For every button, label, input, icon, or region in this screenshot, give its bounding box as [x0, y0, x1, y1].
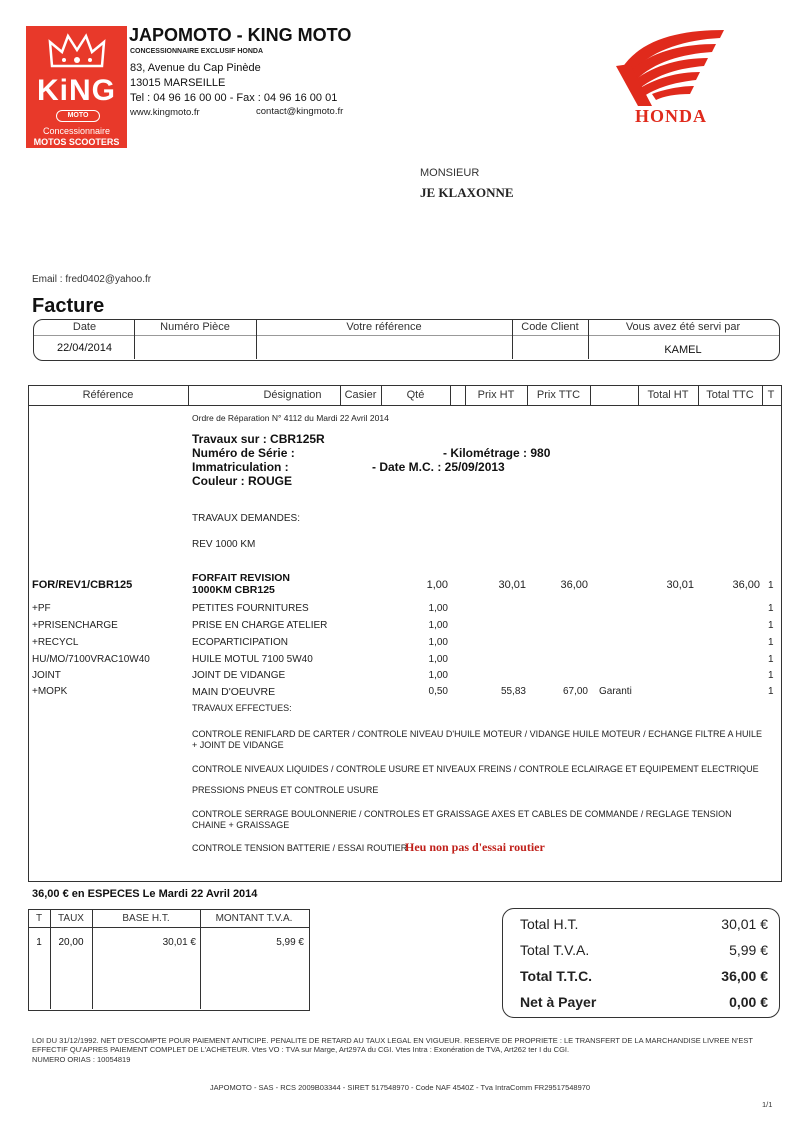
item-prix-ht: 55,83: [500, 686, 526, 697]
total-tva-label: Total T.V.A.: [520, 942, 590, 958]
item-qty: 1,00: [428, 670, 448, 681]
vat-col-t: T: [35, 913, 43, 924]
legal-text: LOI DU 31/12/1992. NET D'ESCOMPTE POUR PAIEMENT ANTICIPE. PENALITE DE RETARD AU TAUX LEGAL EN VIGUEUR. RESERVE DE PROPRIETE : LE TRANSFERT DE LA MARCHANDISE LIVREE N'EST EFFECTIF QU'APRES PAIEMENT COMPLET DE L'ACHETEUR. Vtes VO : TVA sur Marge, Art297A du CGI. Vtes Intra : Exonération de TVA, Art262 ter I du CGI.: [32, 1036, 753, 1054]
main-item-total-ttc: 36,00: [732, 579, 760, 591]
col-t: T: [767, 389, 775, 401]
item-desig: MAIN D'OEUVRE: [192, 686, 276, 698]
item-t: 1: [768, 620, 774, 631]
crown-icon: [48, 32, 106, 70]
col-reference: Référence: [82, 389, 134, 401]
document-title: Facture: [32, 295, 105, 317]
work-line-4: CONTROLE SERRAGE BOULONNERIE / CONTROLES ET GRAISSAGE AXES ET CABLES DE COMMANDE / REGLAGE TENSION CHAINE + GRAISSAGE: [192, 809, 732, 830]
work-line-2: CONTROLE NIVEAUX LIQUIDES / CONTROLE USURE ET NIVEAUX FREINS / CONTROLE ECLAIRAGE ET EQUIPEMENT ELECTRIQUE: [192, 764, 759, 774]
header-label-numero: Numéro Pièce: [160, 321, 230, 333]
main-item-desig-2: 1000KM CBR125: [192, 584, 275, 596]
header-label-date: Date: [72, 321, 97, 333]
orias-number: NUMERO ORIAS : 10054819: [32, 1055, 131, 1064]
col-qte: Qté: [406, 389, 425, 401]
item-t: 1: [768, 654, 774, 665]
vat-col-taux: TAUX: [58, 913, 84, 924]
vat-row-base: 30,01 €: [162, 937, 196, 948]
company-subtitle: CONCESSIONNAIRE EXCLUSIF HONDA: [130, 48, 264, 55]
client-email: Email : fred0402@yahoo.fr: [32, 274, 152, 285]
honda-logo: [612, 28, 730, 128]
total-ht-value: 30,01 €: [721, 916, 768, 932]
item-desig: ECOPARTICIPATION: [192, 637, 288, 648]
main-item-total-ht: 30,01: [666, 579, 694, 591]
main-item-desig-1: FORFAIT REVISION: [192, 572, 291, 584]
company-name: JAPOMOTO - KING MOTO: [129, 25, 352, 45]
company-phone-fax: Tel : 04 96 16 00 00 - Fax : 04 96 16 00 01: [130, 92, 338, 104]
work-line-1: CONTROLE RENIFLARD DE CARTER / CONTROLE NIVEAU D'HUILE MOTEUR / VIDANGE HUILE MOTEUR / ECHANGE FILTRE A HUILE + JOINT DE VIDANGE: [192, 729, 762, 750]
item-ref: +PRISENCHARGE: [32, 620, 118, 631]
company-legal-footer: JAPOMOTO - SAS - RCS 2009B03344 - SIRET 517548970 - Code NAF 4540Z - Tva IntraComm FR29517548970: [209, 1083, 591, 1092]
honda-wing-icon: [612, 28, 730, 108]
main-item-ref: FOR/REV1/CBR125: [32, 579, 133, 591]
col-prix-ttc: Prix TTC: [536, 389, 581, 401]
company-address-2: 13015 MARSEILLE: [130, 77, 226, 89]
vat-col-base: BASE H.T.: [122, 913, 170, 924]
main-item-prix-ht: 30,01: [498, 579, 526, 591]
rev-label: REV 1000 KM: [192, 539, 256, 550]
client-name: JE KLAXONNE: [420, 185, 514, 200]
item-t: 1: [768, 603, 774, 614]
travaux-effectues-label: TRAVAUX EFFECTUES:: [192, 703, 292, 713]
logo-moto-badge: MOTO: [56, 110, 100, 122]
item-ref: JOINT: [32, 670, 61, 681]
logo-king-text: KiNG: [37, 74, 116, 107]
item-ref: +PF: [32, 603, 51, 614]
handwritten-annotation: Heu non pas d'essai routier: [405, 840, 545, 854]
item-qty: 1,00: [428, 637, 448, 648]
header-label-code-client: Code Client: [521, 321, 579, 333]
item-prix-ttc: 67,00: [562, 686, 588, 697]
main-item-qty: 1,00: [426, 579, 448, 591]
item-qty: 1,00: [428, 654, 448, 665]
company-email: contact@kingmoto.fr: [256, 106, 344, 117]
total-ttc-value: 36,00 €: [721, 968, 768, 984]
vehicle-immat: Immatriculation :: [192, 460, 289, 474]
vehicle-couleur: Couleur : ROUGE: [192, 474, 293, 488]
company-address-1: 83, Avenue du Cap Pinède: [130, 62, 261, 74]
item-t: 1: [768, 637, 774, 648]
honda-brand-text: HONDA: [635, 106, 707, 126]
payment-line: 36,00 € en ESPECES Le Mardi 22 Avril 2014: [32, 888, 258, 900]
logo-line-2: MOTOS SCOOTERS: [33, 137, 120, 147]
header-label-served-by: Vous avez été servi par: [625, 321, 741, 333]
vat-row-montant: 5,99 €: [276, 937, 304, 948]
item-desig: PRISE EN CHARGE ATELIER: [192, 620, 328, 631]
logo-line-1: Concessionnaire: [42, 126, 111, 136]
client-title: MONSIEUR: [420, 167, 480, 179]
item-ref: +RECYCL: [32, 637, 79, 648]
vat-col-montant: MONTANT T.V.A.: [215, 913, 293, 924]
vat-row-t: 1: [36, 937, 42, 948]
king-moto-logo: [26, 26, 127, 148]
work-line-3: PRESSIONS PNEUS ET CONTROLE USURE: [192, 785, 379, 795]
total-ht-label: Total H.T.: [520, 916, 579, 932]
page-number: 1/1: [762, 1100, 773, 1109]
vat-row-taux: 20,00: [58, 937, 84, 948]
vehicle-date-mc: - Date M.C. : 25/09/2013: [372, 460, 505, 474]
item-desig: HUILE MOTUL 7100 5W40: [192, 654, 313, 665]
main-item-prix-ttc: 36,00: [560, 579, 588, 591]
item-ref: HU/MO/7100VRAC10W40: [32, 654, 150, 665]
header-label-reference: Votre référence: [346, 321, 422, 333]
col-designation: Désignation: [263, 389, 322, 401]
item-desig: PETITES FOURNITURES: [192, 603, 309, 614]
net-a-payer-label: Net à Payer: [520, 994, 597, 1010]
item-ref: +MOPK: [32, 686, 68, 697]
work-line-5: CONTROLE TENSION BATTERIE / ESSAI ROUTIER: [192, 843, 408, 853]
item-qty: 1,00: [428, 620, 448, 631]
col-total-ttc: Total TTC: [706, 389, 754, 401]
col-casier: Casier: [344, 389, 377, 401]
item-qty: 0,50: [428, 686, 448, 697]
header-date-value: 22/04/2014: [56, 342, 113, 354]
col-total-ht: Total HT: [647, 389, 689, 401]
header-served-by-value: KAMEL: [664, 344, 702, 356]
vehicle-km: - Kilométrage : 980: [443, 446, 551, 460]
item-t: 1: [768, 670, 774, 681]
total-tva-value: 5,99 €: [729, 942, 768, 958]
company-website: www.kingmoto.fr: [130, 107, 200, 118]
vehicle-serie: Numéro de Série :: [192, 446, 295, 460]
item-qty: 1,00: [428, 603, 448, 614]
net-a-payer-value: 0,00 €: [729, 994, 768, 1010]
vehicle-travaux: Travaux sur : CBR125R: [192, 432, 325, 446]
item-t: 1: [768, 686, 774, 697]
total-ttc-label: Total T.T.C.: [520, 968, 593, 984]
main-item-t: 1: [768, 580, 774, 591]
item-extra: Garanti: [599, 686, 632, 697]
vat-table: [28, 909, 310, 1011]
travaux-demandes-label: TRAVAUX DEMANDES:: [192, 513, 300, 524]
item-desig: JOINT DE VIDANGE: [192, 670, 286, 681]
col-prix-ht: Prix HT: [477, 389, 515, 401]
order-line: Ordre de Réparation N° 4112 du Mardi 22 Avril 2014: [192, 413, 389, 423]
